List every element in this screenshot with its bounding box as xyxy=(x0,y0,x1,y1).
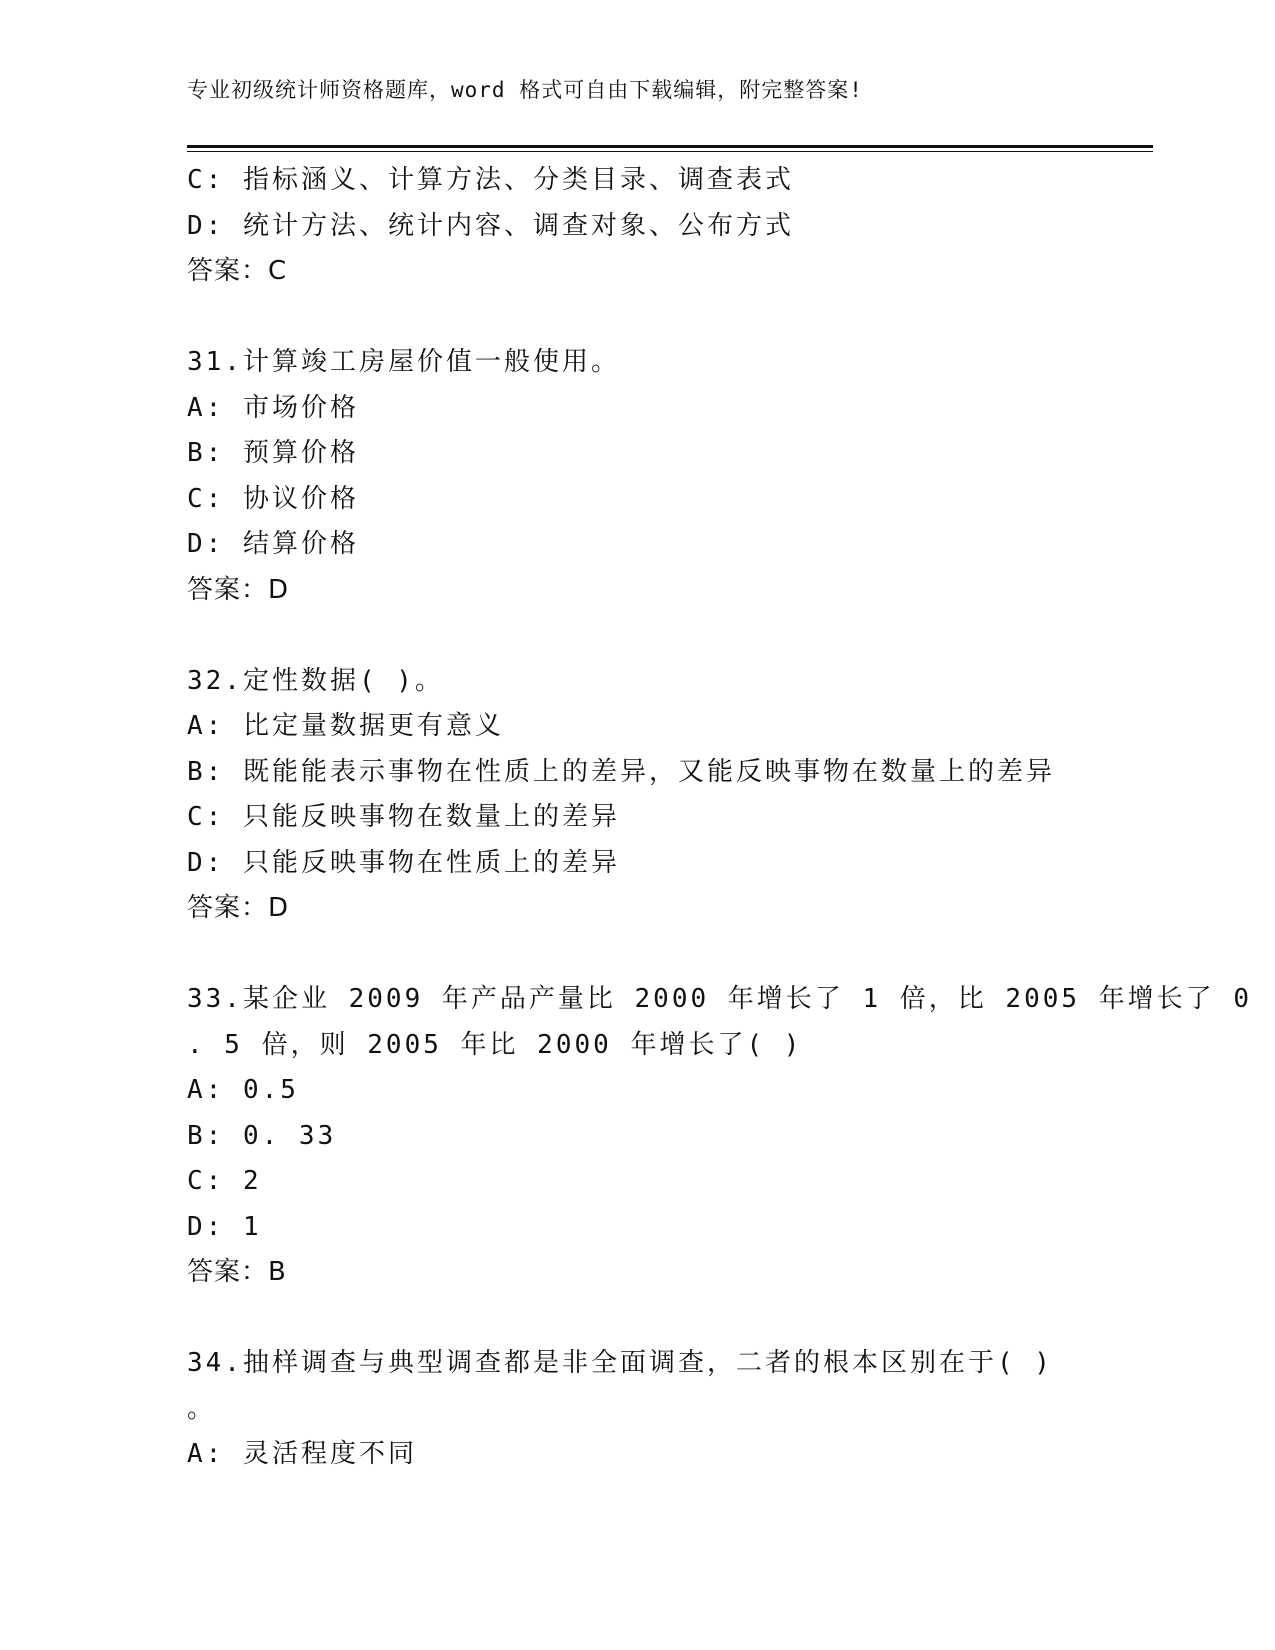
page-header: 专业初级统计师资格题库，word 格式可自由下载编辑，附完整答案! xyxy=(187,78,863,102)
question-content xyxy=(187,158,1252,1478)
header-rule-thin xyxy=(187,151,1153,152)
q32-option-d: D: 只能反映事物在性质上的差异 xyxy=(187,847,620,878)
q32-option-b: B: 既能能表示事物在性质上的差异，又能反映事物在数量上的差异 xyxy=(187,756,1055,787)
q33-option-b: B: 0. 33 xyxy=(187,1120,337,1151)
q33-stem-line2: . 5 倍，则 2005 年比 2000 年增长了( ) xyxy=(187,1029,803,1060)
header-rule-thick xyxy=(187,145,1153,148)
q32-answer: 答案：D xyxy=(187,893,290,923)
q34-stem-line1: 34.抽样调查与典型调查都是非全面调查，二者的根本区别在于( ) xyxy=(187,1348,1053,1378)
q34-option-a: A: 灵活程度不同 xyxy=(187,1439,417,1469)
q32-stem: 32.定性数据( )。 xyxy=(187,665,444,696)
q31-option-d: D: 结算价格 xyxy=(187,529,359,559)
q33-option-c: C: 2 xyxy=(187,1166,262,1196)
q31-stem: 31.计算竣工房屋价值一般使用。 xyxy=(187,347,620,377)
prev-answer: 答案：C xyxy=(187,256,288,286)
q32-option-c: C: 只能反映事物在数量上的差异 xyxy=(187,802,620,832)
q33-option-d: D: 1 xyxy=(187,1211,262,1242)
prev-option-d: D: 统计方法、统计内容、调查对象、公布方式 xyxy=(187,210,794,241)
q33-stem-line1: 33.某企业 2009 年产品产量比 2000 年增长了 1 倍，比 2005 年增长了 0 xyxy=(187,984,1252,1014)
q33-answer: 答案：B xyxy=(187,1257,287,1287)
q31-answer: 答案：D xyxy=(187,574,290,605)
q31-option-a: A: 市场价格 xyxy=(187,392,359,423)
q31-option-c: C: 协议价格 xyxy=(187,483,359,514)
q33-option-a: A: 0.5 xyxy=(187,1075,299,1105)
q34-stem-line2: 。 xyxy=(187,1393,217,1424)
prev-option-c: C: 指标涵义、计算方法、分类目录、调查表式 xyxy=(187,165,794,195)
q31-option-b: B: 预算价格 xyxy=(187,438,359,468)
q32-option-a: A: 比定量数据更有意义 xyxy=(187,711,504,741)
